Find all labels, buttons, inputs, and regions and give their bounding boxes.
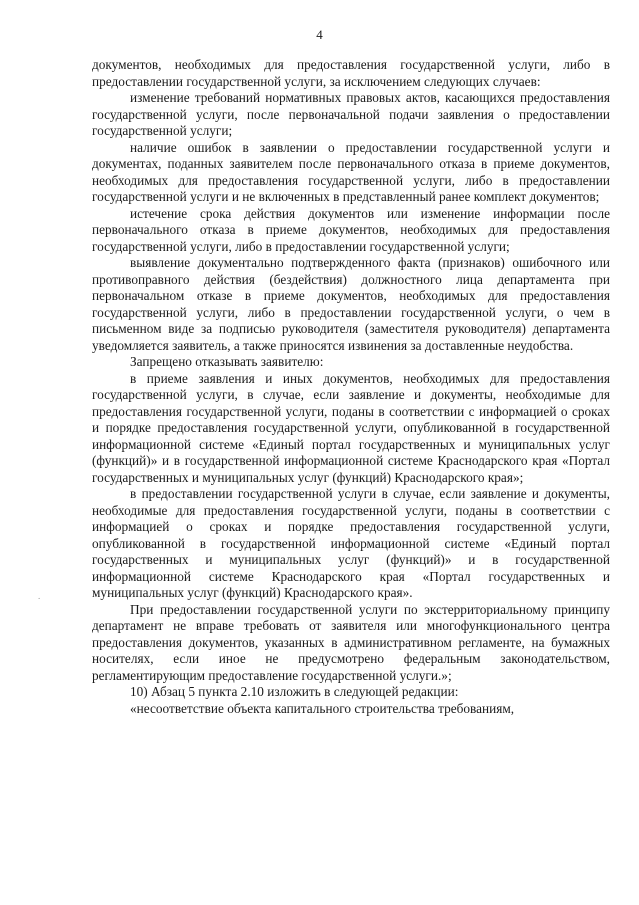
paragraph: Запрещено отказывать заявителю: <box>130 354 324 369</box>
margin-mark: . <box>38 591 41 601</box>
paragraph: При предоставлении государственной услуги по экстерриториальному принципу департамент не вправе требовать от заявителя или многофункционального центра предоставления документов, указанных в административном регламенте, на бумажных носителях, если иное не предусмотрено федеральным законодательством, регламентирующим предоставление государственной услуги.»; <box>92 601 610 683</box>
paragraph: документов, необходимых для предоставления государственной услуги, либо в предоставлении государственной услуги, за исключением следующих случаев: <box>92 57 610 89</box>
paragraph: в приеме заявления и иных документов, необходимых для предоставления государственной услуги, в случае, если заявление и документы, необходимые для предоставления государственной услуги, поданы в соответствии с информацией о сроках и порядке предоставления государственной услуги, опубликованной в государственной информационной системе «Единый портал государственных и муниципальных услуг (функций)» и в государственной информационной системе Краснодарского края «Портал государственных и муниципальных услуг (функций) Краснодарского края»; <box>92 370 610 485</box>
paragraph: 10) Абзац 5 пункта 2.10 изложить в следующей редакции: <box>130 684 459 699</box>
paragraph: «несоответствие объекта капитального строительства требованиям, <box>130 700 515 716</box>
document-body <box>92 57 610 717</box>
paragraph: выявление документально подтвержденного факта (признаков) ошибочного или противоправного действия (бездействия) должностного лица департамента при первоначальном отказе в приеме документов, необходимых для предоставления государственной услуги, либо в предоставлении государственной услуги, о чем в письменном виде за подписью руководителя (заместителя руководителя) департамента уведомляется заявитель, а также приносятся извинения за доставленные неудобства. <box>92 255 610 353</box>
paragraph: наличие ошибок в заявлении о предоставлении государственной услуги и документах, поданных заявителем после первоначального отказа в приеме документов, необходимых для предоставления государственной услуги, либо в предоставлении государственной услуги и не включенных в представленный ранее комплект документов; <box>92 139 610 204</box>
paragraph: истечение срока действия документов или изменение информации после первоначального отказа в приеме документов, необходимых для предоставления государственной услуги, либо в предоставлении государственной услуги; <box>92 205 610 254</box>
paragraph: изменение требований нормативных правовых актов, касающихся предоставления государственной услуги, после первоначальной подачи заявления о предоставлении государственной услуги; <box>92 90 610 138</box>
paragraph: в предоставлении государственной услуги в случае, если заявление и документы, необходимые для предоставления государственной услуги, поданы в соответствии с информацией о сроках и порядке предоставления государственной услуги, опубликованной в государственной информационной системе «Единый портал государственных и муниципальных услуг (функций)» и в государственной информационной системе Краснодарского края «Портал государственных и муниципальных услуг (функций) Краснодарского края». <box>92 486 610 600</box>
page-number: 4 <box>316 27 323 42</box>
